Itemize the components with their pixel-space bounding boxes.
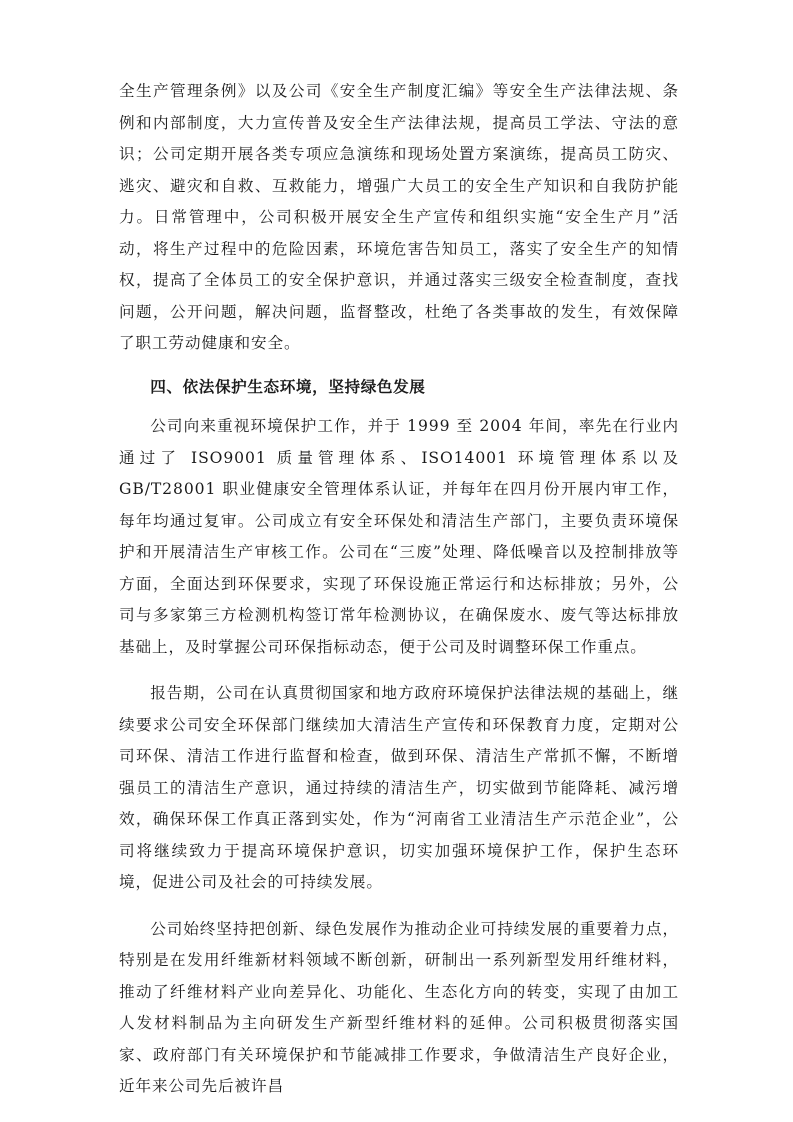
paragraph-gap bbox=[119, 899, 679, 914]
paragraph-environment: 公司向来重视环境保护工作，并于 1999 至 2004 年间，率先在行业内通过了 ISO9001 质量管理体系、ISO14001 环境管理体系以及 GB/T28001 职业健康安全管理体系认证，并每年在四月份开展内审工作，每年均通过复审。公司成立有安全环保处和清洁生产部门，主要负责环境保护和开展清洁生产审核工作。公司在“三废”处理、降低噪音以及控制排放等方面，全面达到环保要求，实现了环保设施正常运行和达标排放；另外，公司与多家第三方检测机构签订常年检测协议，在确保废水、废气等达标排放基础上，及时掌握公司环保指标动态，便于公司及时调整环保工作重点。 bbox=[119, 417, 679, 656]
paragraph-green-innovation: 公司始终坚持把创新、绿色发展作为推动企业可持续发展的重要着力点，特别是在发用纤维新材料领域不断创新，研制出一系列新型发用纤维材料，推动了纤维材料产业向差异化、功能化、生态化方向的转变，实现了由加工人发材料制品为主向研发生产新型纤维材料的延伸。公司积极贯彻落实国家、政府部门有关环境保护和节能减排工作要求，争做清洁生产良好企业，近年来公司先后被许昌 bbox=[119, 919, 679, 1095]
document-page bbox=[119, 76, 679, 1103]
paragraph-gap bbox=[119, 663, 679, 678]
paragraph-reporting-period: 报告期，公司在认真贯彻国家和地方政府环境保护法律法规的基础上，继续要求公司安全环保部门继续加大清洁生产宣传和环保教育力度，定期对公司环保、清洁工作进行监督和检查，做到环保、清洁生产常抓不懈，不断增强员工的清洁生产意识，通过持续的清洁生产，切实做到节能降耗、减污增效，确保环保工作真正落到实处，作为“河南省工业清洁生产示范企业”，公司将继续致力于提高环境保护意识，切实加强环境保护工作，保护生态环境，促进公司及社会的可持续发展。 bbox=[119, 684, 679, 891]
paragraph-safety-continued: 全生产管理条例》以及公司《安全生产制度汇编》等安全生产法律法规、条例和内部制度，大力宣传普及安全生产法律法规，提高员工学法、守法的意识；公司定期开展各类专项应急演练和现场处置方案演练，提高员工防灾、逃灾、避灾和自救、互救能力，增强广大员工的安全生产知识和自我防护能力。日常管理中，公司积极开展安全生产宣传和组织实施“安全生产月”活动，将生产过程中的危险因素，环境危害告知员工，落实了安全生产的知情权，提高了全体员工的安全保护意识，并通过落实三级安全检查制度，查找问题，公开问题，解决问题，监督整改，杜绝了各类事故的发生，有效保障了职工劳动健康和安全。 bbox=[119, 82, 679, 352]
section-heading: 四、依法保护生态环境，坚持绿色发展 bbox=[150, 377, 426, 396]
